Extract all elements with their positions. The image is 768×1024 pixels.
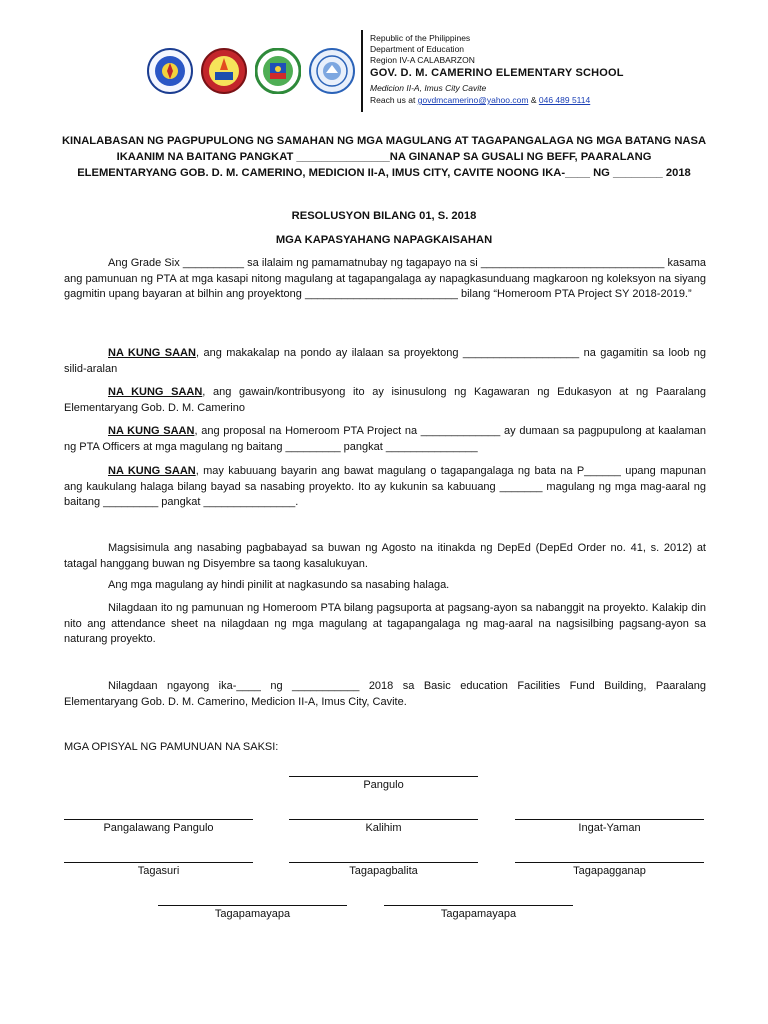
paragraph-payment-text: Magsisimula ang nasabing pagbabayad sa buwan ng Agosto na itinakda ng DepEd (DepEd Order no. 41, s. 2012) at tatagal hanggang buwan ng Disyembre sa taong kasalukuyan. xyxy=(64,542,706,570)
title-line-1: KINALABASAN NG PAGPUPULONG NG SAMAHAN NG MGA MAGULANG AT TAGAPANGALAGA NG MGA BATANG NASA xyxy=(61,135,707,147)
role-ingat-yaman: Ingat-Yaman xyxy=(578,822,641,834)
whereas-keyword: NA KUNG SAAN xyxy=(108,386,203,398)
email-link[interactable]: govdmcamerino@yahoo.com xyxy=(417,95,529,105)
phone-link[interactable]: 046 489 5114 xyxy=(538,95,591,105)
paragraph-agreement xyxy=(64,578,706,594)
signatories-heading: MGA OPISYAL NG PAMUNUAN NA SAKSI: xyxy=(64,741,279,753)
header-republic: Republic of the Philippines xyxy=(370,33,471,43)
deped-seal-icon xyxy=(147,48,193,94)
contact-prefix: Reach us at xyxy=(370,95,416,105)
paragraph-intro xyxy=(64,256,706,303)
header-address: Medicion II-A, Imus City Cavite xyxy=(370,83,487,93)
header-region: Region IV-A CALABARZON xyxy=(370,55,475,65)
signature-line-pangalawang-pangulo xyxy=(64,819,253,820)
resolution-heading: MGA KAPASYAHANG NAPAGKAISAHAN xyxy=(275,234,493,246)
whereas-keyword: NA KUNG SAAN xyxy=(108,347,196,359)
signature-line-tagapagganap xyxy=(515,862,704,863)
paragraph-signing-text: Nilagdaan ito ng pamunuan ng Homeroom PTA bilang pagsuporta at pagsang-ayon sa nabanggit na proyekto. Kalakip din nito ang attendance sheet na nilagdaan ng mga magulang at tagapangalaga ng mag-aaral na nagsisilbing pagsang-ayon sa naturang proyekto. xyxy=(64,602,706,645)
title-line-2: IKAANIM NA BAITANG PANGKAT _______________NA GINANAP SA GUSALI NG BEFF, PAARALANG xyxy=(116,151,652,163)
signature-line-tagapamayapa-1 xyxy=(158,905,347,906)
document-title xyxy=(30,133,738,181)
signature-line-tagapagbalita xyxy=(289,862,478,863)
paragraph-signed-date-text: Nilagdaan ngayong ika-____ ng ___________ 2018 sa Basic education Facilities Fund Building, Paaralang Elementaryang Gob. D. M. Camerino, Medicion II-A, Imus City, Cavite. xyxy=(64,680,706,708)
whereas-4 xyxy=(64,464,706,511)
whereas-keyword: NA KUNG SAAN xyxy=(108,425,195,437)
role-pangalawang-pangulo: Pangalawang Pangulo xyxy=(103,822,214,834)
paragraph-signing xyxy=(64,601,706,648)
role-kalihim: Kalihim xyxy=(365,822,402,834)
role-tagapamayapa-2: Tagapamayapa xyxy=(440,908,517,920)
whereas-4-text: , may kabuuang bayarin ang bawat magulang o tagapangalaga ng bata na P______ upang mapunan ang kaukulang halaga bilang bayad sa nasabing proyekto. Ito ay kukunin sa kabuuang _______ magulang ng mga mag-aaral ng baitang _________ pangkat _______________. xyxy=(64,465,706,508)
role-tagapagganap: Tagapagganap xyxy=(573,865,646,877)
role-pangulo: Pangulo xyxy=(363,779,404,791)
signature-line-tagasuri xyxy=(64,862,253,863)
division-seal-icon xyxy=(255,48,301,94)
role-tagasuri: Tagasuri xyxy=(137,865,180,877)
whereas-2 xyxy=(64,385,706,416)
whereas-3-text: , ang proposal na Homeroom PTA Project na _____________ ay dumaan sa pagpupulong at kaalaman ng PTA Officers at mga magulang ng baitang _________ pangkat _______________ xyxy=(64,425,706,453)
school-seal-icon xyxy=(201,48,247,94)
header-department: Department of Education xyxy=(370,44,465,54)
contact-amp: & xyxy=(530,95,537,105)
whereas-2-text: , ang gawain/kontribusyong ito ay isinusulong ng Kagawaran ng Edukasyon at ng Paaralang Elementaryang Gob. D. M. Camerino xyxy=(64,386,706,414)
resolution-number: RESOLUSYON BILANG 01, S. 2018 xyxy=(291,210,477,222)
title-line-3: ELEMENTARYANG GOB. D. M. CAMERINO, MEDICION II-A, IMUS CITY, CAVITE NOONG IKA-____ NG ________ 2018 xyxy=(77,167,691,179)
whereas-1 xyxy=(64,346,706,377)
signature-line-tagapamayapa-2 xyxy=(384,905,573,906)
paragraph-payment-schedule xyxy=(64,541,706,572)
header-school-name: GOV. D. M. CAMERINO ELEMENTARY SCHOOL xyxy=(370,67,624,79)
header-contact xyxy=(370,95,590,106)
paragraph-signed-date xyxy=(64,679,706,710)
header-divider xyxy=(361,30,363,112)
paragraph-intro-text: Ang Grade Six __________ sa ilalaim ng pamamatnubay ng tagapayo na si ______________________________ kasama ang pamunuan ng PTA at mga kasapi nitong magulang at tagapangalaga ay napagkasunduang magkaroon ng koleksyon na siyang gagmitin upang bayaran at bilhin ang proyektong _________________________ bilang “Homeroom PTA Project SY 2018-2019.” xyxy=(64,257,706,300)
signature-line-kalihim xyxy=(289,819,478,820)
paragraph-agreement-text: Ang mga magulang ay hindi pinilit at nagkasundo sa nasabing halaga. xyxy=(108,579,450,591)
signature-line-ingat-yaman xyxy=(515,819,704,820)
whereas-keyword: NA KUNG SAAN xyxy=(108,465,196,477)
role-tagapagbalita: Tagapagbalita xyxy=(349,865,418,877)
whereas-3 xyxy=(64,424,706,455)
deped-imus-seal-icon xyxy=(309,48,355,94)
role-tagapamayapa-1: Tagapamayapa xyxy=(214,908,291,920)
whereas-1-text: , ang makakalap na pondo ay ilalaan sa proyektong ___________________ na gagamitin sa loob ng silid-aralan xyxy=(64,347,706,375)
signature-line-pangulo xyxy=(289,776,478,777)
